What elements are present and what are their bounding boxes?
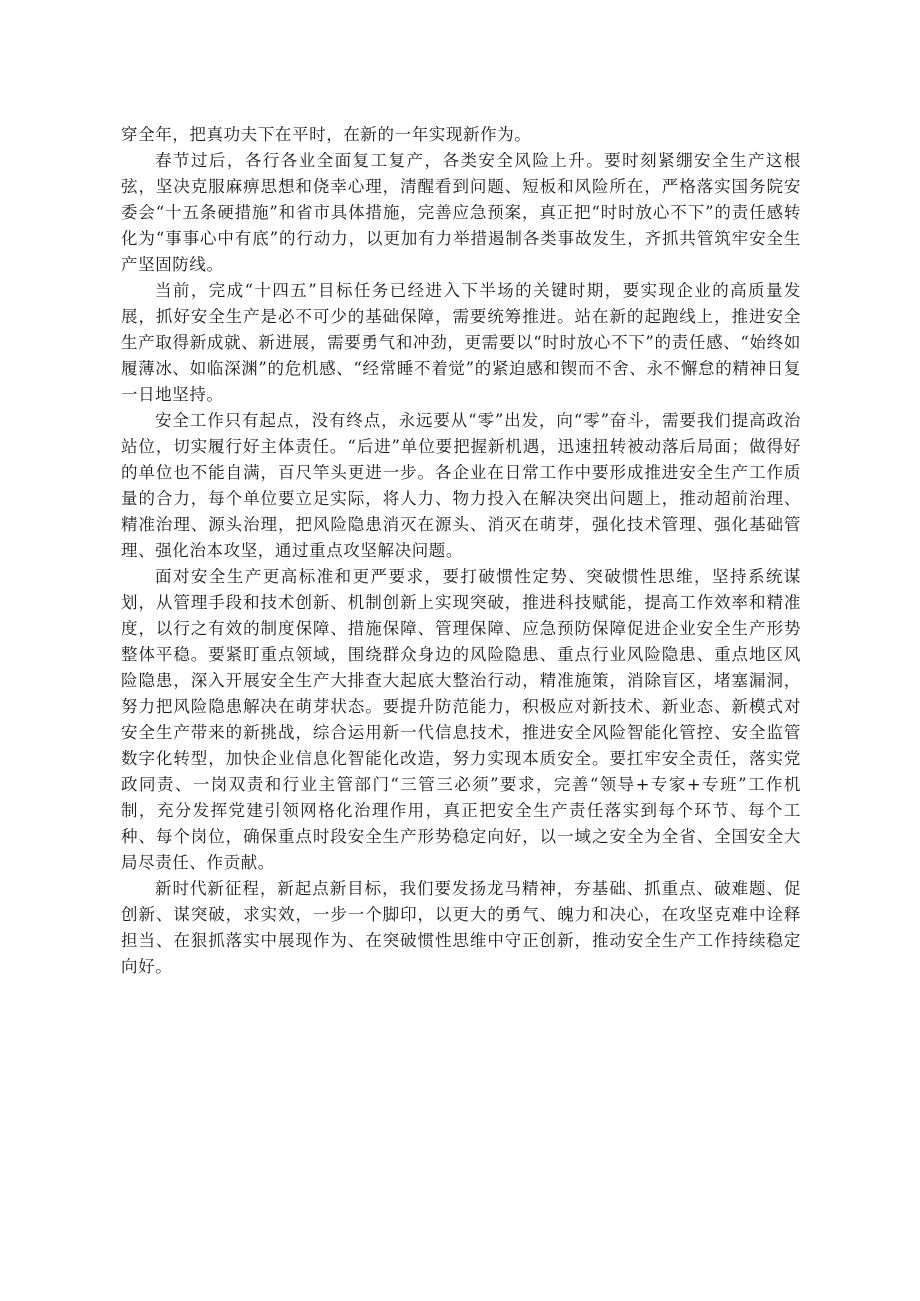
- document-body: [121, 122, 801, 980]
- paragraph-spring-festival: 春节过后，各行各业全面复工复产，各类安全风险上升。要时刻紧绷安全生产这根弦，坚决克服麻痹思想和侥幸心理，清醒看到问题、短板和风险所在，严格落实国务院安委会“十五条硬措施”和省市具体措施，完善应急预案，真正把“时时放心不下”的责任感转化为“事事心中有底”的行动力，以更加有力举措遏制各类事故发生，齐抓共管筑牢安全生产坚固防线。: [121, 151, 801, 274]
- paragraph-continuation: 穿全年，把真功夫下在平时，在新的一年实现新作为。: [121, 125, 532, 144]
- paragraph-current-period: 当前，完成“十四五”目标任务已经进入下半场的关键时期，要实现企业的高质量发展，抓好安全生产是必不可少的基础保障，需要统筹推进。站在新的起跑线上，推进安全生产取得新成就、新进展，需要勇气和冲劲，更需要以“时时放心不下”的责任感、“始终如履薄冰、如临深渊”的危机感、“经常睡不着觉”的紧迫感和锲而不舍、永不懈怠的精神日复一日地坚持。: [121, 281, 801, 404]
- paragraph-higher-standards: 面对安全生产更高标准和更严要求，要打破惯性定势、突破惯性思维，坚持系统谋划，从管理手段和技术创新、机制创新上实现突破，推进科技赋能，提高工作效率和精准度，以行之有效的制度保障、措施保障、管理保障、应急预防保障促进企业安全生产形势整体平稳。要紧盯重点领域，围绕群众身边的风险隐患、重点行业风险隐患、重点地区风险隐患，深入开展安全生产大排查大起底大整治行动，精准施策，消除盲区，堵塞漏洞，努力把风险隐患解决在萌芽状态。要提升防范能力，积极应对新技术、新业态、新模式对安全生产带来的新挑战，综合运用新一代信息技术，推进安全风险智能化管控、安全监管数字化转型，加快企业信息化智能化改造，努力实现本质安全。要扛牢安全责任，落实党政同责、一岗双责和行业主管部门“三管三必须”要求，完善“领导+专家+专班”工作机制，充分发挥党建引领网格化治理作用，真正把安全生产责任落实到每个环节、每个工种、每个岗位，确保重点时段安全生产形势稳定向好，以一域之安全为全省、全国安全大局尽责任、作贡献。: [121, 567, 801, 872]
- paragraph-safety-work: 安全工作只有起点，没有终点，永远要从“零”出发，向“零”奋斗，需要我们提高政治站位，切实履行好主体责任。“后进”单位要把握新机遇，迅速扭转被动落后局面；做得好的单位也不能自满，百尺竿头更进一步。各企业在日常工作中要形成推进安全生产工作质量的合力，每个单位要立足实际，将人力、物力投入在解决突出问题上，推动超前治理、精准治理、源头治理，把风险隐患消灭在源头、消灭在萌芽，强化技术管理、强化基础管理、强化治本攻坚，通过重点攻坚解决问题。: [121, 411, 801, 560]
- paragraph-new-era: 新时代新征程，新起点新目标，我们要发扬龙马精神，夯基础、抓重点、破难题、促创新、谋突破，求实效，一步一个脚印，以更大的勇气、魄力和决心，在攻坚克难中诠释担当、在狠抓落实中展现作为、在突破惯性思维中守正创新，推动安全生产工作持续稳定向好。: [121, 879, 801, 976]
